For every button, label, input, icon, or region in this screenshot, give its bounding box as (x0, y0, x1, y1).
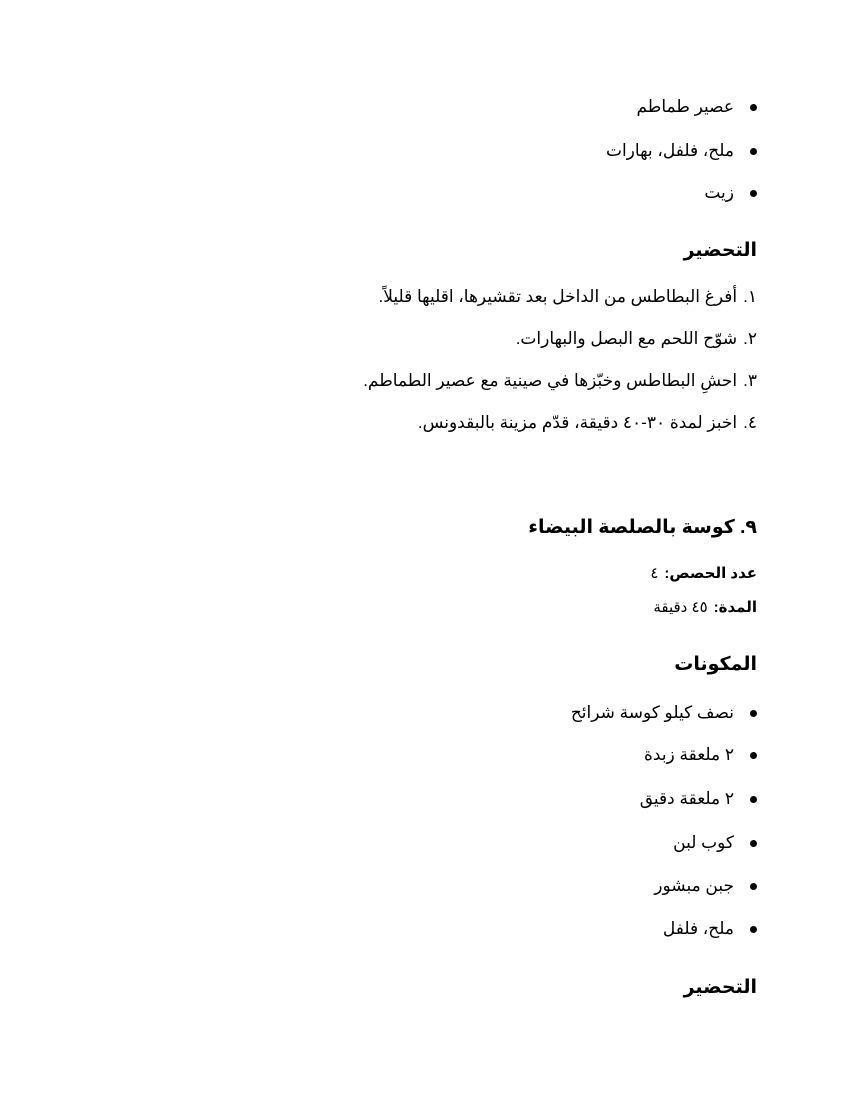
step-item (60, 411, 757, 435)
ingredient-text: ٢ ملعقة زبدة (643, 745, 734, 764)
step-number: ٤. (743, 413, 757, 432)
list-item (60, 743, 757, 767)
section-heading-preparation: التحضير (683, 977, 757, 998)
list-item (60, 917, 757, 941)
list-item (60, 181, 757, 205)
ingredient-text: ملح، فلفل، بهارات (605, 141, 734, 160)
list-item (60, 787, 757, 811)
list-item (60, 701, 757, 725)
servings-label: عدد الحصص: (664, 565, 757, 582)
ingredient-text: كوب لبن (673, 833, 734, 852)
ingredient-text: عصير طماطم (636, 97, 734, 116)
step-item (60, 285, 757, 309)
bullet-icon (750, 796, 757, 803)
list-item (60, 95, 757, 119)
bullet-icon (750, 840, 757, 847)
step-text: أفرغ البطاطس من الداخل بعد تقشيرها، اقليها قليلاً. (378, 287, 738, 306)
step-text: احشِ البطاطس وخبّزها في صينية مع عصير الطماطم. (363, 371, 738, 390)
bullet-icon (750, 104, 757, 111)
section-heading-preparation: التحضير (683, 240, 757, 261)
step-text: شوّح اللحم مع البصل والبهارات. (515, 329, 738, 348)
bullet-icon (750, 148, 757, 155)
step-item (60, 369, 757, 393)
ingredient-text: جبن مبشور (654, 876, 734, 895)
servings-line (60, 563, 757, 585)
ingredient-text: ٢ ملعقة دقيق (639, 789, 734, 808)
list-item (60, 831, 757, 855)
bullet-icon (750, 883, 757, 890)
servings-value: ٤ (650, 565, 659, 582)
list-item (60, 874, 757, 898)
step-number: ٢. (743, 329, 757, 348)
list-item (60, 139, 757, 163)
step-number: ١. (743, 287, 757, 306)
duration-line (60, 597, 757, 619)
step-number: ٣. (743, 371, 757, 390)
step-item (60, 327, 757, 351)
bullet-icon (750, 710, 757, 717)
ingredient-text: زيت (704, 183, 734, 202)
bullet-icon (750, 190, 757, 197)
ingredient-text: نصف كيلو كوسة شرائح (570, 703, 734, 722)
duration-value: ٤٥ دقيقة (653, 599, 708, 616)
step-text: اخبز لمدة ٣٠-٤٠ دقيقة، قدّم مزينة بالبقدونس. (417, 413, 738, 432)
bullet-icon (750, 926, 757, 933)
recipe-title: ٩. كوسة بالصلصة البيضاء (528, 517, 757, 538)
duration-label: المدة: (713, 599, 757, 616)
ingredient-text: ملح، فلفل (662, 919, 734, 938)
section-heading-ingredients: المكونات (674, 654, 757, 675)
bullet-icon (750, 752, 757, 759)
